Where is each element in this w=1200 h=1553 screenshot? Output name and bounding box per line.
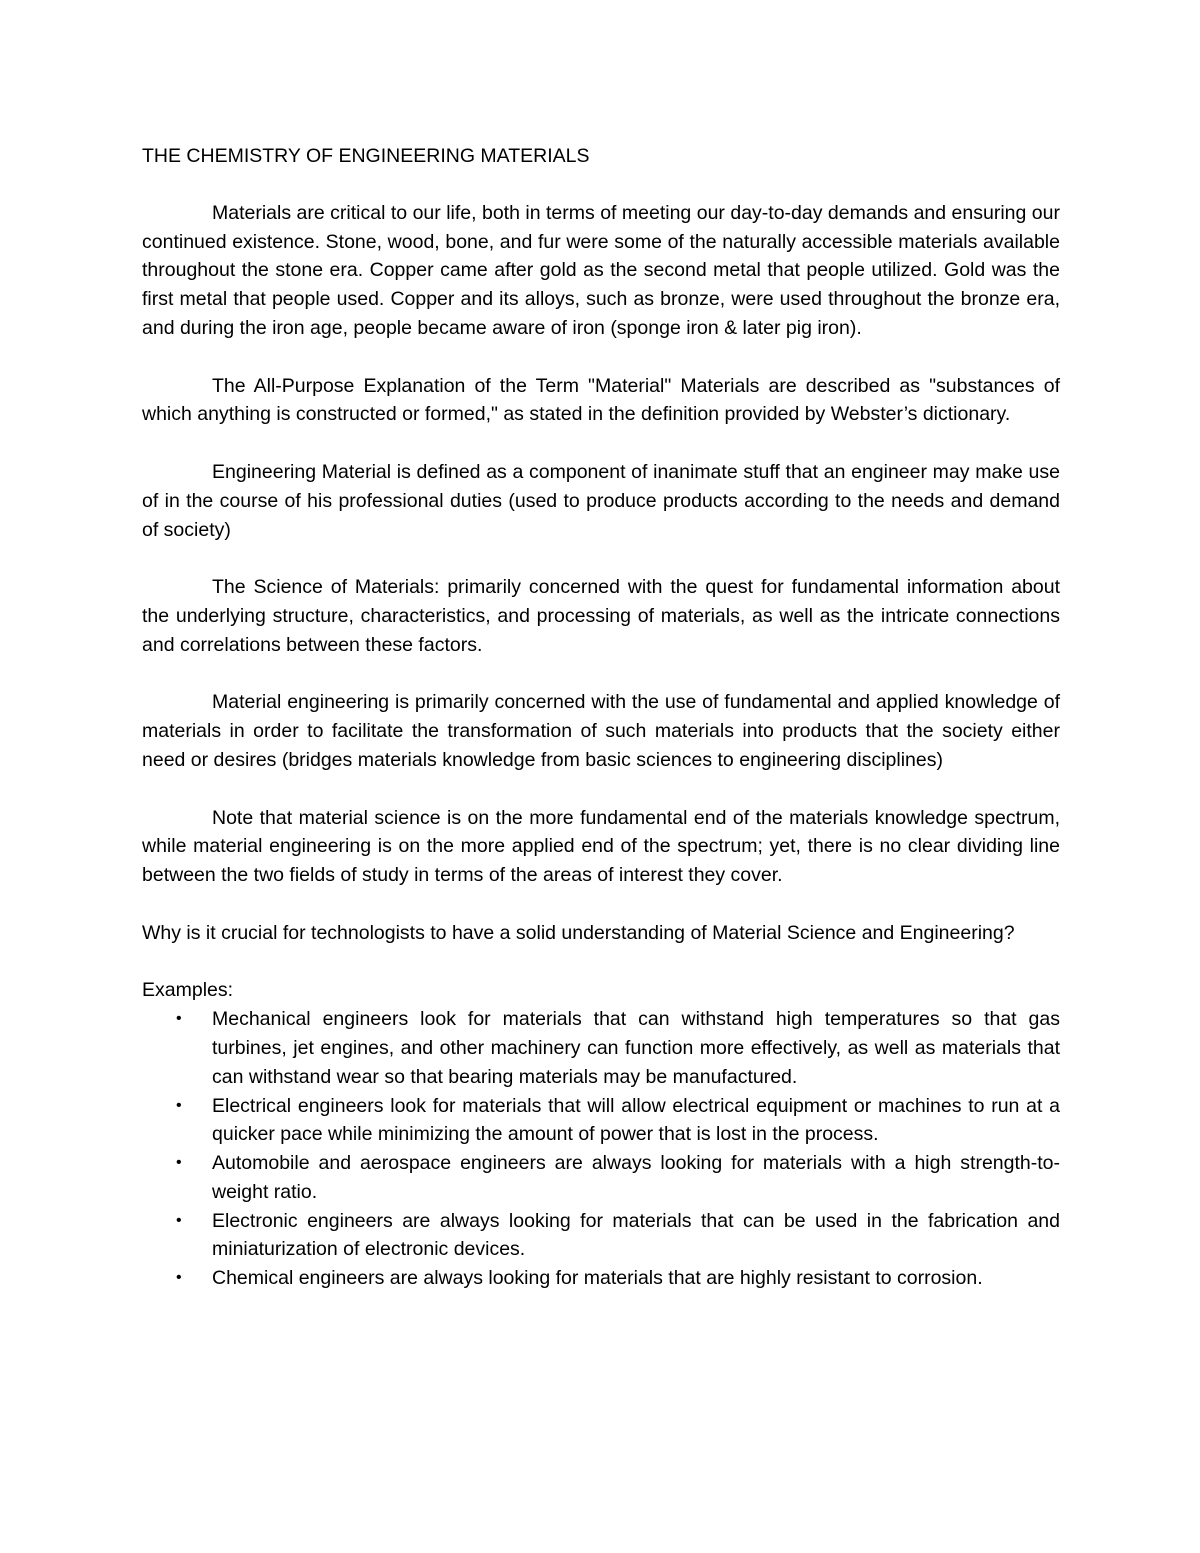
bullet-icon: • [176,1154,182,1172]
document-body [142,142,1060,1293]
list-item-text: Electronic engineers are always looking for materials that can be used in the fabrication and miniaturization of electronic devices. [212,1209,1060,1261]
list-item [142,1264,1060,1293]
paragraph-note: Note that material science is on the more fundamental end of the materials knowledge spectrum, while material engineering is on the more applied end of the spectrum; yet, there is no clear dividing line between the two fields of study in terms of the areas of interest they cover. [142,806,1060,887]
list-item [142,1092,1060,1150]
paragraph-engineering-material: Engineering Material is defined as a component of inanimate stuff that an engineer may make use of in the course of his professional duties (used to produce products according to the needs and demand of society) [142,460,1060,541]
examples-list [142,1005,1060,1293]
list-item-text: Chemical engineers are always looking for materials that are highly resistant to corrosion. [212,1267,983,1290]
list-item [142,1149,1060,1207]
paragraph-materials-history: Materials are critical to our life, both in terms of meeting our day-to-day demands and ensuring our continued existence. Stone, wood, bone, and fur were some of the naturally accessible materials available throughout the stone era. Copper came after gold as the second metal that people utilized. Gold was the first metal that people used. Copper and its alloys, such as bronze, were used throughout the bronze era, and during the iron age, people became aware of iron (sponge iron & later pig iron). [142,201,1060,339]
bullet-icon: • [176,1010,182,1028]
list-item [142,1207,1060,1265]
list-item-text: Mechanical engineers look for materials that can withstand high temperatures so that gas turbines, jet engines, and other machinery can function more effectively, as well as materials that can withstand wear so that bearing materials may be manufactured. [212,1008,1060,1088]
list-item-text: Electrical engineers look for materials that will allow electrical equipment or machines to run at a quicker pace while minimizing the amount of power that is lost in the process. [212,1094,1060,1146]
question-paragraph: Why is it crucial for technologists to have a solid understanding of Material Science and Engineering? [142,921,1015,944]
bullet-icon: • [176,1269,182,1287]
bullet-icon: • [176,1211,182,1229]
bullet-icon: • [176,1096,182,1114]
document-title: THE CHEMISTRY OF ENGINEERING MATERIALS [142,145,590,167]
list-item [142,1005,1060,1091]
list-item-text: Automobile and aerospace engineers are always looking for materials with a high strength-to-weight ratio. [212,1152,1060,1203]
paragraph-science-of-materials: The Science of Materials: primarily concerned with the quest for fundamental information about the underlying structure, characteristics, and processing of materials, as well as the intricate connections and correlations between these factors. [142,576,1060,656]
examples-label: Examples: [142,979,234,1002]
paragraph-material-engineering: Material engineering is primarily concerned with the use of fundamental and applied knowledge of materials in order to facilitate the transformation of such materials into products that the society either need or desires (bridges materials knowledge from basic sciences to engineering disciplines) [142,691,1060,771]
paragraph-material-definition: The All-Purpose Explanation of the Term "Material" Materials are described as "substances of which anything is constructed or formed," as stated in the definition provided by Webster’s dictionary. [142,374,1060,426]
